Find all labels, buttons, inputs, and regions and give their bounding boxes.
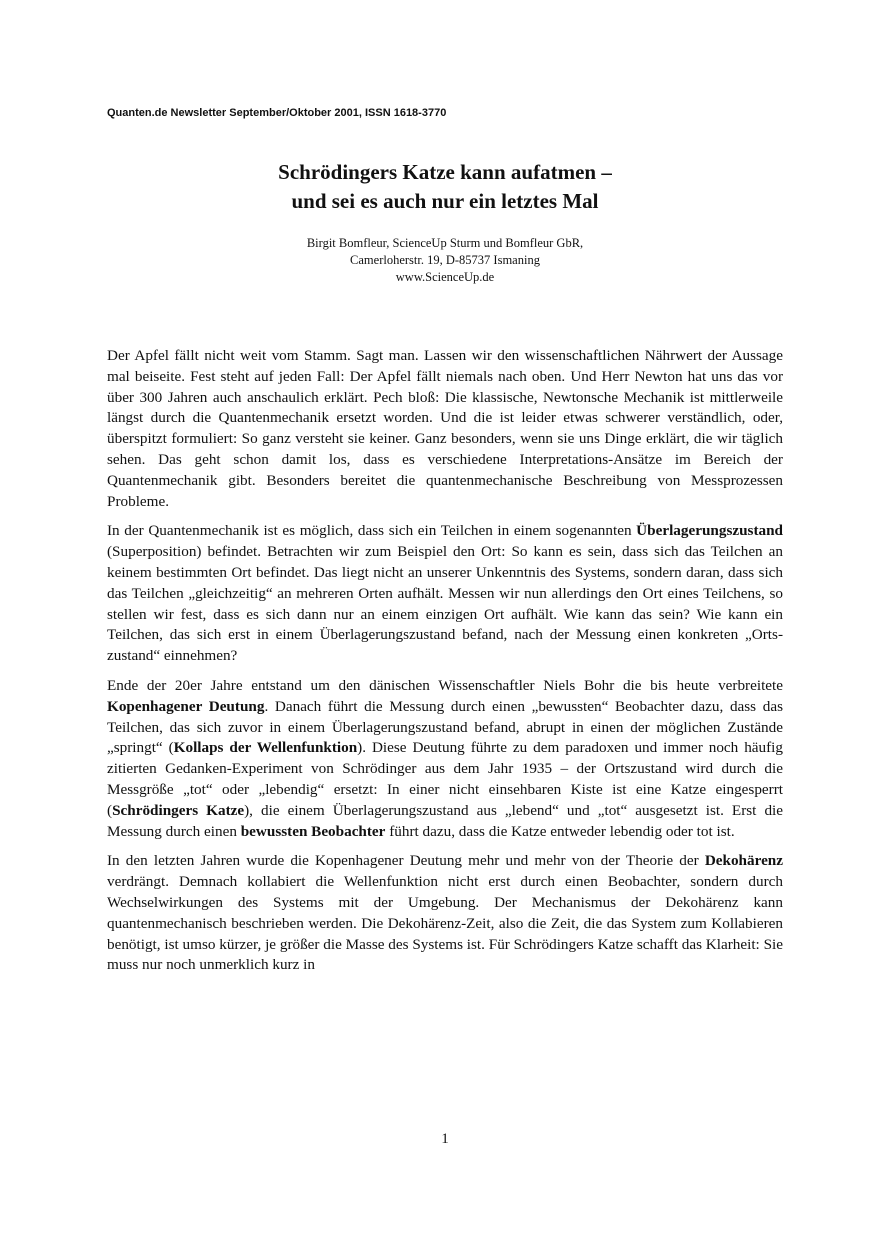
author-name: Birgit Bomfleur, ScienceUp Sturm und Bomfleur GbR, [306, 236, 584, 250]
term-kopenhagener-deutung: Kopenhagener Deutung [107, 697, 265, 715]
p3-text-e: ). Diese Deutung führte zu dem paradoxen und immer noch häufig zitierten Gedanken-Experiment von Schrödinger aus dem Jahr 1935 – der Ortszustand wird durch die Messgröße „tot“ oder „lebendig“ ersetzt: In einer nicht einsehbaren Kiste ist eine Katze eingesperrt ( [107, 739, 783, 819]
p3-text-c: . Danach führt die Messung durch einen „bewussten“ Beobachter dazu, dass das Teilchen, das sich zuvor in einem Überlagerungszustand befand, abrupt in einen der möglichen Zustände „springt“ ( [107, 697, 783, 757]
title-line-1: Schrödingers Katze kann aufatmen – [278, 160, 612, 184]
term-dekohaerenz: Dekohärenz [704, 852, 783, 870]
newsletter-header: Quanten.de Newsletter September/Oktober 2001, ISSN 1618-3770 [107, 107, 447, 119]
author-address: Camerloherstr. 19, D-85737 Ismaning [350, 253, 540, 267]
paragraph-1: Der Apfel fällt nicht weit vom Stamm. Sagt man. Lassen wir den wissenschaftlichen Nährwert der Aussage mal beiseite. Fest steht auf jeden Fall: Der Apfel fällt niemals nach oben. Und Herr Newton hat uns das vor über 300 Jahren auch anschaulich erklärt. Pech bloß: Die klassische, Newtonsche Mechanik ist mittlerweile längst durch die Quantenmechanik ersetzt worden. Und die ist leider etwas schwerer verständlich, oder, überspitzt formuliert: So ganz versteht sie keiner. Ganz besonders, wenn sie uns Dinge erklärt, die wir täglich sehen. Das geht schon damit los, dass es verschiedene Interpretations-Ansätze im Bereich der Quantenmechanik gibt. Besonders bereitet die quantenmechanische Beschreibung von Messprozessen Probleme. [107, 347, 783, 510]
term-schroedingers-katze: Schrödingers Katze [112, 801, 245, 819]
paragraph-2 [107, 521, 783, 667]
term-kollaps-wellenfunktion: Kollaps der Wellenfunktion [173, 739, 358, 757]
article-body [107, 346, 783, 985]
term-bewusster-beobachter: bewussten Beobachter [240, 822, 386, 840]
paragraph-3 [107, 676, 783, 842]
article-title [0, 158, 890, 216]
term-ueberlagerungszustand: Überlagerungszustand [636, 522, 783, 540]
p3-text-a: Ende der 20er Jahre entstand um den dänischen Wissenschaftler Niels Bohr die bis heute verbreitete [107, 676, 783, 694]
p4-text-a: In den letzten Jahren wurde die Kopenhagener Deutung mehr und mehr von der Theorie der [107, 852, 705, 870]
author-website: www.ScienceUp.de [395, 270, 495, 284]
p2-text-a: In der Quantenmechanik ist es möglich, dass sich ein Teilchen in einem sogenannten [107, 522, 637, 540]
title-line-2: und sei es auch nur ein letztes Mal [291, 189, 599, 213]
author-block [0, 235, 890, 286]
paragraph-4 [107, 851, 783, 976]
p4-text-c: verdrängt. Demnach kollabiert die Wellenfunktion nicht erst durch einen Beobachter, sondern durch Wechselwirkungen des Systems mit der Umgebung. Der Mechanismus der Dekohärenz kann quantenmechanisch beschrieben werden. Die Dekohärenz-Zeit, also die Zeit, die das System zum Kollabieren benötigt, ist umso kürzer, je größer die Masse des Systems ist. Für Schrödingers Katze schafft das Klarheit: Sie muss nur noch unmerklich kurz in [107, 873, 783, 974]
p3-text-g: ), die einem Überlagerungszustand aus „lebend“ und „tot“ ausgesetzt ist. Erst die Messung durch einen [107, 801, 783, 840]
p3-text-i: führt dazu, dass die Katze entweder lebendig oder tot ist. [385, 822, 735, 840]
page-number: 1 [441, 1131, 449, 1147]
p2-text-c: (Superposition) befindet. Betrachten wir zum Beispiel den Ort: So kann es sein, dass sich das Teilchen an keinem bestimmten Ort befindet. Das liegt nicht an unserer Unkenntnis des Systems, sondern daran, dass sich das Teilchen „gleichzeitig“ an mehreren Orten aufhält. Messen wir nun allerdings den Ort eines Teilchens, so stellen wir fest, dass es sich dann nur an einem einzigen Ort aufhält. Wie kann das sein? Wie kann ein Teilchen, das sich erst in einem Überlagerungszustand befand, nach der Messung einen konkreten „Ortszustand“ einnehmen? [107, 543, 783, 665]
